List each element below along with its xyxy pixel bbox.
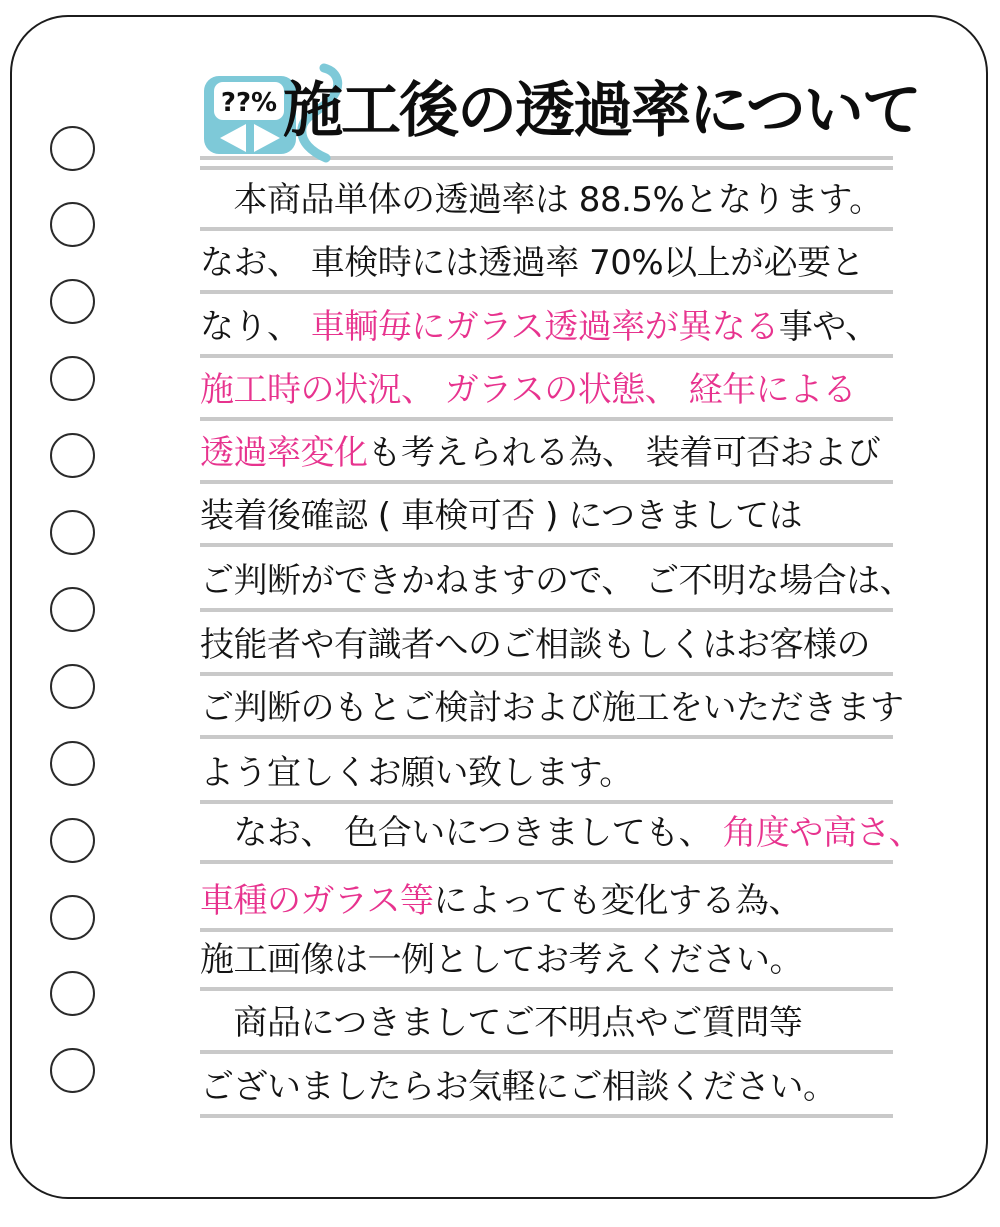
- text-line: [200, 685, 904, 747]
- line-underline: [200, 354, 893, 358]
- text-line-content: [200, 493, 893, 539]
- text-line-content: [200, 1000, 893, 1046]
- line-underline: [200, 227, 893, 231]
- text-line: [200, 878, 893, 940]
- text-line: [200, 177, 893, 239]
- line-underline: [200, 608, 893, 612]
- line-underline: [200, 480, 893, 484]
- text-line: [200, 304, 893, 366]
- text-line: [200, 810, 923, 872]
- body-text: なり、: [200, 307, 311, 347]
- punch-hole: [50, 587, 95, 632]
- text-line: [200, 1064, 893, 1126]
- text-line: [200, 493, 893, 555]
- body-text: 技能者や有識者へのご相談もしくはお客様の: [200, 625, 870, 665]
- punch-hole: [50, 279, 95, 324]
- punch-hole: [50, 356, 95, 401]
- line-underline: [200, 290, 893, 294]
- body-text: も考えられる為、 装着可否および: [367, 433, 881, 473]
- punch-hole: [50, 895, 95, 940]
- line-underline: [200, 417, 893, 421]
- text-line-content: [200, 937, 893, 983]
- meter-screen-label: ??%: [220, 88, 278, 118]
- text-line-content: [200, 878, 893, 924]
- text-line-content: [200, 810, 923, 856]
- page-title: 施工後の透過率について: [283, 76, 920, 146]
- emphasis-text: 施工時の状況、 ガラスの状態、 経年による: [200, 370, 857, 410]
- line-underline: [200, 987, 893, 991]
- punch-hole: [50, 741, 95, 786]
- punch-hole: [50, 1048, 95, 1093]
- body-text: 施工画像は一例としてお考えください。: [200, 940, 803, 980]
- text-line-content: [200, 240, 893, 286]
- punch-hole: [50, 664, 95, 709]
- text-line-content: [200, 367, 893, 413]
- text-line: [200, 430, 893, 492]
- text-line-content: [200, 304, 893, 350]
- text-line-content: [200, 1064, 893, 1110]
- body-text: ご判断のもとご検討および施工をいただきます: [200, 688, 904, 728]
- body-text: 装着後確認 ( 車検可否 ) につきましては: [200, 496, 803, 536]
- text-line: [200, 750, 893, 812]
- line-underline: [200, 735, 893, 739]
- line-underline: [200, 543, 893, 547]
- line-underline: [200, 800, 893, 804]
- body-text: ございましたらお気軽にご相談ください。: [200, 1067, 837, 1107]
- text-line: [200, 558, 914, 620]
- text-line-content: [200, 430, 893, 476]
- text-line: [200, 240, 893, 302]
- text-line-content: [200, 558, 914, 604]
- text-line: [200, 1000, 893, 1062]
- punch-hole: [50, 510, 95, 555]
- punch-hole: [50, 818, 95, 863]
- emphasis-text: 車種のガラス等: [200, 881, 434, 921]
- body-text: 本商品単体の透過率は 88.5%となります。: [200, 180, 883, 220]
- punch-hole: [50, 126, 95, 171]
- emphasis-text: 車輌毎にガラス透過率が異なる: [310, 307, 779, 347]
- body-text: ご判断ができかねますので、 ご不明な場合は、: [200, 561, 914, 601]
- line-underline: [200, 1050, 893, 1054]
- text-line: [200, 937, 893, 999]
- body-text: 事や、: [778, 307, 879, 347]
- body-text: なお、 色合いにつきましても、: [200, 813, 723, 853]
- text-line-content: [200, 750, 893, 796]
- body-text: 商品につきましてご不明点やご質問等: [200, 1003, 803, 1043]
- emphasis-text: 透過率変化: [200, 433, 368, 473]
- text-line-content: [200, 177, 893, 223]
- line-underline: [200, 928, 893, 932]
- emphasis-text: 角度や高さ、: [722, 813, 923, 853]
- line-underline: [200, 1114, 893, 1118]
- text-line: [200, 622, 893, 684]
- line-underline: [200, 860, 893, 864]
- text-line: [200, 367, 893, 429]
- punch-hole: [50, 433, 95, 478]
- text-line-content: [200, 622, 893, 668]
- body-text: によっても変化する為、: [433, 881, 802, 921]
- body-text: なお、 車検時には透過率 70%以上が必要と: [200, 243, 865, 283]
- body-text: よう宜しくお願い致します。: [200, 753, 633, 793]
- line-underline: [200, 672, 893, 676]
- text-line-content: [200, 685, 904, 731]
